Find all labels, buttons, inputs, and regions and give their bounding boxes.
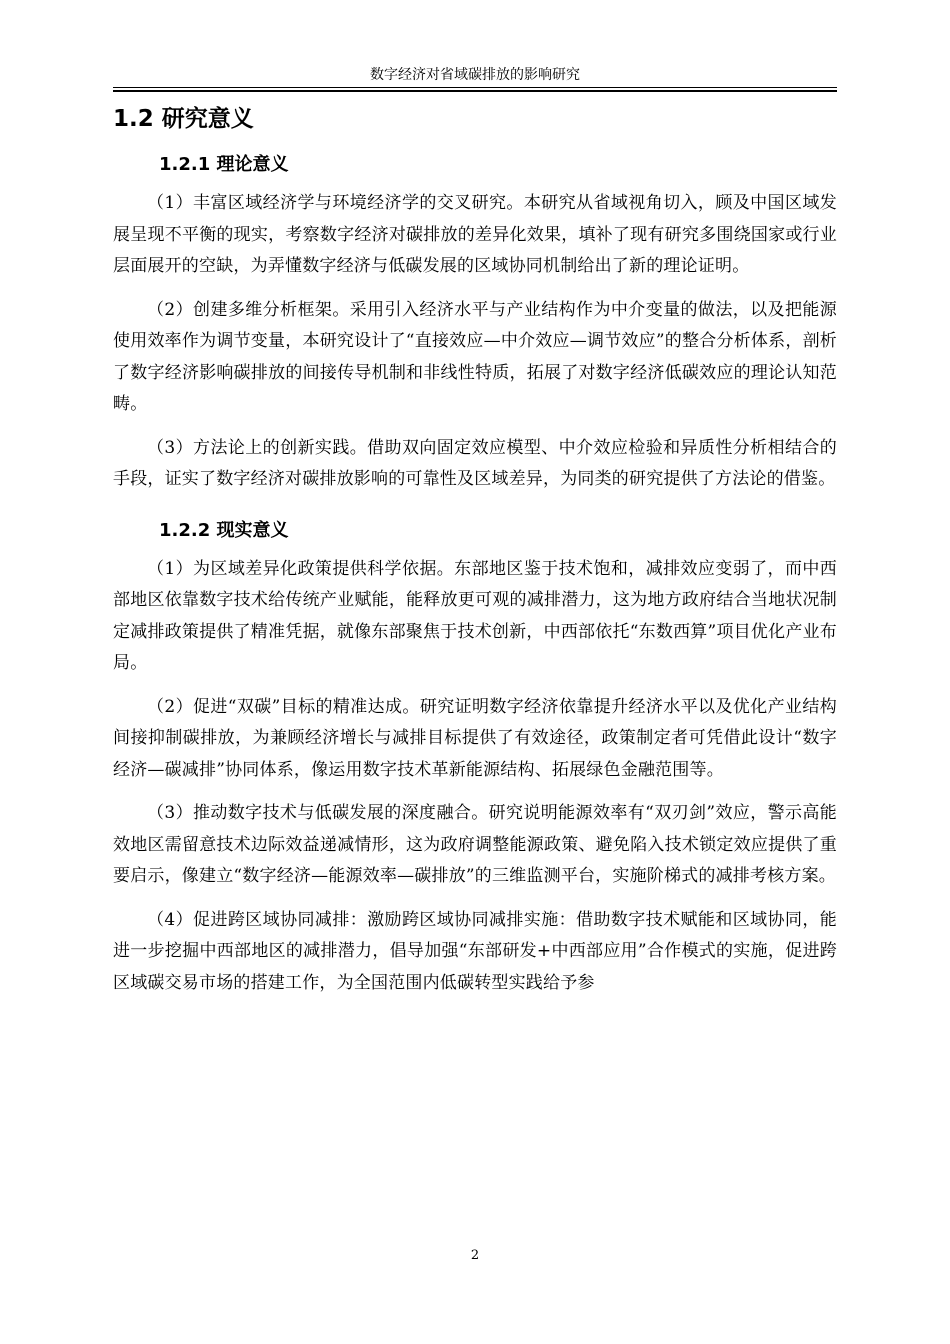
paragraph-practical-2: （2）促进“双碳”目标的精准达成。研究证明数字经济依靠提升经济水平以及优化产业结构间接抑制碳排放，为兼顾经济增长与减排目标提供了有效途径，政策制定者可凭借此设计“数字经济—碳减排”协同体系，像运用数字技术革新能源结构、拓展绿色金融范围等。 [113,696,837,780]
subsection-heading-practical: 1.2.2 现实意义 [159,519,289,541]
page-body [113,100,837,1011]
subsection-heading-theoretical: 1.2.1 理论意义 [159,154,289,175]
page-number: 2 [470,1248,480,1263]
paragraph-practical-4: （4）促进跨区域协同减排：激励跨区域协同减排实施：借助数字技术赋能和区域协同，能进一步挖掘中西部地区的减排潜力，倡导加强“东部研发+中西部应用”合作模式的实施，促进跨区域碳交易市场的搭建工作，为全国范围内低碳转型实践给予参 [113,909,837,993]
section-heading: 1.2 研究意义 [113,106,254,132]
paragraph-practical-1: （1）为区域差异化政策提供科学依据。东部地区鉴于技术饱和，减排效应变弱了，而中西部地区依靠数字技术给传统产业赋能，能释放更可观的减排潜力，这为地方政府结合当地状况制定减排政策提供了精准凭据，就像东部聚焦于技术创新，中西部依托“东数西算”项目优化产业布局。 [113,558,837,673]
paragraph-theoretical-2: （2）创建多维分析框架。采用引入经济水平与产业结构作为中介变量的做法，以及把能源使用效率作为调节变量，本研究设计了“直接效应—中介效应—调节效应”的整合分析体系，剖析了数字经济影响碳排放的间接传导机制和非线性特质，拓展了对数字经济低碳效应的理论认知范畴。 [113,299,837,414]
paragraph-practical-3: （3）推动数字技术与低碳发展的深度融合。研究说明能源效率有“双刃剑”效应，警示高能效地区需留意技术边际效益递减情形，这为政府调整能源政策、避免陷入技术锁定效应提供了重要启示，像建立“数字经济—能源效率—碳排放”的三维监测平台，实施阶梯式的减排考核方案。 [113,803,837,886]
paragraph-theoretical-3: （3）方法论上的创新实践。借助双向固定效应模型、中介效应检验和异质性分析相结合的手段，证实了数字经济对碳排放影响的可靠性及区域差异，为同类的研究提供了方法论的借鉴。 [113,437,837,489]
paragraph-theoretical-1: （1）丰富区域经济学与环境经济学的交叉研究。本研究从省域视角切入，顾及中国区域发展呈现不平衡的现实，考察数字经济对碳排放的差异化效果，填补了现有研究多围绕国家或行业层面展开的空缺，为弄懂数字经济与低碳发展的区域协同机制给出了新的理论证明。 [113,193,837,276]
header-rule-thin [113,87,837,88]
header-rule-thick [113,90,837,92]
running-header: 数字经济对省域碳排放的影响研究 [370,67,580,83]
